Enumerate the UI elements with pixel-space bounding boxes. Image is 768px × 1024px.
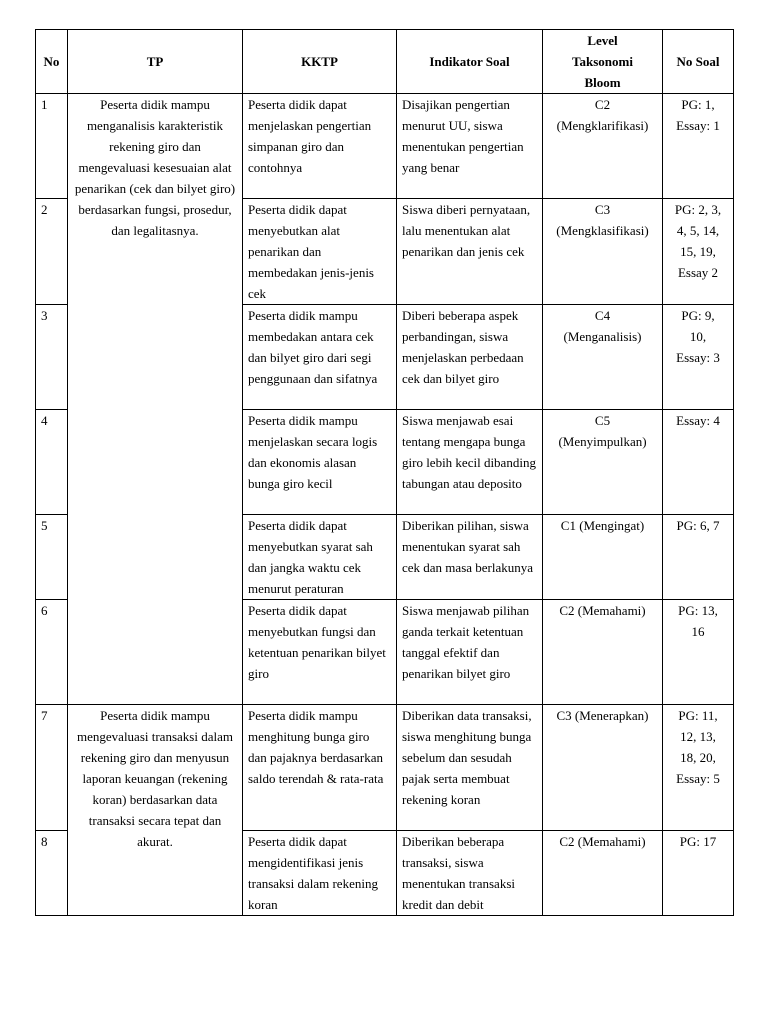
indikator-cell: Diberikan data transaksi, siswa menghitung bunga sebelum dan sesudah pajak serta membuat rekening koran [397, 705, 543, 831]
no-soal-cell: PG: 17 [663, 831, 734, 916]
tp-cell: Peserta didik mampu menganalisis karakteristik rekening giro dan mengevaluasi kesesuaian alat penarikan (cek dan bilyet giro) berdasarkan fungsi, prosedur, dan legalitasnya. [68, 94, 243, 705]
header-no-soal: No Soal [663, 30, 734, 94]
kktp-cell: Peserta didik dapat menyebutkan syarat sah dan jangka waktu cek menurut peraturan [243, 515, 397, 600]
level-cell: C5 (Menyimpulkan) [543, 410, 663, 515]
kktp-cell: Peserta didik dapat menyebutkan alat penarikan dan membedakan jenis-jenis cek [243, 199, 397, 305]
level-cell: C3 (Mengklasifikasi) [543, 199, 663, 305]
indikator-cell: Diberikan beberapa transaksi, siswa menentukan transaksi kredit dan debit [397, 831, 543, 916]
row-number: 8 [36, 831, 68, 916]
indikator-cell: Siswa menjawab esai tentang mengapa bunga giro lebih kecil dibanding tabungan atau deposito [397, 410, 543, 515]
kktp-cell: Peserta didik mampu menghitung bunga giro dan pajaknya berdasarkan saldo terendah & rata-rata [243, 705, 397, 831]
header-kktp: KKTP [243, 30, 397, 94]
no-soal-cell: PG: 6, 7 [663, 515, 734, 600]
kktp-cell: Peserta didik mampu membedakan antara cek dan bilyet giro dari segi penggunaan dan sifatnya [243, 305, 397, 410]
level-cell: C3 (Menerapkan) [543, 705, 663, 831]
kktp-cell: Peserta didik dapat menyebutkan fungsi dan ketentuan penarikan bilyet giro [243, 600, 397, 705]
header-no: No [36, 30, 68, 94]
kktp-cell: Peserta didik dapat menjelaskan pengertian simpanan giro dan contohnya [243, 94, 397, 199]
no-soal-cell: PG: 1, Essay: 1 [663, 94, 734, 199]
row-number: 4 [36, 410, 68, 515]
header-level: Level Taksonomi Bloom [543, 30, 663, 94]
table-row [36, 94, 734, 199]
header-tp: TP [68, 30, 243, 94]
row-number: 7 [36, 705, 68, 831]
no-soal-cell: Essay: 4 [663, 410, 734, 515]
kktp-cell: Peserta didik dapat mengidentifikasi jenis transaksi dalam rekening koran [243, 831, 397, 916]
indikator-cell: Disajikan pengertian menurut UU, siswa menentukan pengertian yang benar [397, 94, 543, 199]
level-cell: C2 (Memahami) [543, 831, 663, 916]
no-soal-cell: PG: 11, 12, 13, 18, 20, Essay: 5 [663, 705, 734, 831]
row-number: 3 [36, 305, 68, 410]
assessment-table [35, 29, 734, 916]
no-soal-cell: PG: 2, 3, 4, 5, 14, 15, 19, Essay 2 [663, 199, 734, 305]
level-cell: C4 (Menganalisis) [543, 305, 663, 410]
row-number: 1 [36, 94, 68, 199]
table-row [36, 705, 734, 831]
indikator-cell: Siswa menjawab pilihan ganda terkait ketentuan tanggal efektif dan penarikan bilyet giro [397, 600, 543, 705]
kktp-cell: Peserta didik mampu menjelaskan secara logis dan ekonomis alasan bunga giro kecil [243, 410, 397, 515]
level-cell: C1 (Mengingat) [543, 515, 663, 600]
no-soal-cell: PG: 9, 10, Essay: 3 [663, 305, 734, 410]
level-cell: C2 (Mengklarifikasi) [543, 94, 663, 199]
indikator-cell: Diberikan pilihan, siswa menentukan syarat sah cek dan masa berlakunya [397, 515, 543, 600]
indikator-cell: Diberi beberapa aspek perbandingan, siswa menjelaskan perbedaan cek dan bilyet giro [397, 305, 543, 410]
tp-cell: Peserta didik mampu mengevaluasi transaksi dalam rekening giro dan menyusun laporan keuangan (rekening koran) berdasarkan data transaksi secara tepat dan akurat. [68, 705, 243, 916]
header-row [36, 30, 734, 94]
indikator-cell: Siswa diberi pernyataan, lalu menentukan alat penarikan dan jenis cek [397, 199, 543, 305]
row-number: 6 [36, 600, 68, 705]
header-indikator: Indikator Soal [397, 30, 543, 94]
row-number: 2 [36, 199, 68, 305]
no-soal-cell: PG: 13, 16 [663, 600, 734, 705]
row-number: 5 [36, 515, 68, 600]
level-cell: C2 (Memahami) [543, 600, 663, 705]
